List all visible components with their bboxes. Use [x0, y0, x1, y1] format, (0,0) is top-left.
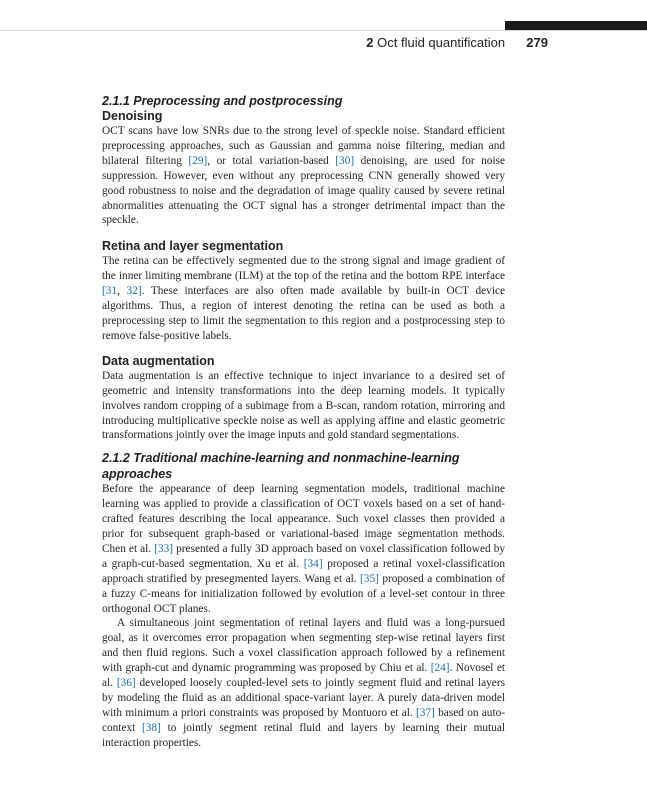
page-number: 279 [526, 35, 548, 50]
chapter-number: 2 [366, 35, 374, 50]
page-body [102, 93, 505, 751]
citation-link[interactable]: [24] [430, 662, 450, 675]
paragraph-joint-segmentation [102, 616, 505, 750]
text-run: , [117, 285, 127, 298]
citation-link[interactable]: 32] [126, 285, 142, 298]
paragraph-traditional-ml [102, 482, 505, 616]
citation-link[interactable]: [35] [360, 572, 379, 585]
text-run: A simultaneous joint segmentation of retinal layers and fluid was a long-pursued goal, as it overcomes error propagation when segmenting step-wise retinal layers first and then fluid regions. Such a voxel classification approach followed by a refinement with graph-cut and dynamic programming was proposed by Chiu et al. [102, 617, 505, 675]
text-run: based on auto-context [102, 706, 506, 734]
text-run: proposed a retinal voxel-classification approach stratified by presegmented layers. Wang et al. [102, 557, 505, 585]
chapter-title: Oct fluid quantification [377, 35, 506, 50]
text-run: proposed a combination of a fuzzy C-means for initialization followed by evolution of a level-set contour in three orthogonal OCT planes. [102, 572, 505, 615]
header-bar [505, 21, 647, 30]
paragraph-denoising [102, 124, 505, 228]
citation-link[interactable]: [38] [142, 721, 161, 734]
text-run: . These interfaces are also often made available by built-in OCT device algorithms. Thus, a region of interest denoting the retina can be used as both a preprocessing step to limit the segmentation to this region and a postprocessing step to remove false-positive labels. [102, 285, 505, 342]
text-run: Data augmentation is an effective technique to inject invariance to a desired set of geometric and intensity transformations into the deep learning models. It typically involves random cropping of a subimage from a B-scan, random rotation, mirroring and introducing multiplicative speckle noise as well as applying affine and elastic geometric transformations jointly over the image inputs and gold standard segmentations. [102, 369, 505, 442]
citation-link[interactable]: [29] [188, 154, 208, 167]
text-run: presented a fully 3D approach based on voxel classification followed by a graph-cut-based segmentation. Xu et al. [102, 542, 505, 570]
citation-link[interactable]: [37] [416, 706, 435, 719]
citation-link[interactable]: [30] [335, 154, 355, 167]
text-run: denoising, are used for noise suppression. However, even without any preprocessing CNN generally showed very good robustness to noise and the degradation of image quality caused by severe retinal abnormalities attenuating the OCT signal has a stronger detrimental impact than the speckle. [102, 154, 505, 227]
text-run: to jointly segment retinal fluid and layers by learning their mutual interaction properties. [102, 721, 505, 749]
citation-link[interactable]: [33] [154, 542, 174, 555]
paragraph-data-augmentation [102, 369, 505, 444]
subheading-data-augmentation: Data augmentation [102, 353, 215, 368]
section-heading-2-1-1: 2.1.1 Preprocessing and postprocessing [102, 94, 343, 108]
text-run: OCT scans have low SNRs due to the strong level of speckle noise. Standard efficient preprocessing approaches, such as Gaussian and gamma noise filtering, median and bilateral filtering [102, 125, 505, 167]
text-run: The retina can be effectively segmented due to the strong signal and image gradient of the inner limiting membrane (ILM) at the top of the retina and the bottom RPE interface [102, 255, 505, 283]
text-run: developed loosely coupled-level sets to jointly segment fluid and retinal layers by modeling the fluid as an additional space-variant layer. A purely data-driven model with minimum a priori constraints was proposed by Montuoro et al. [102, 677, 505, 719]
text-run: , or total variation-based [207, 154, 336, 167]
citation-link[interactable]: [34] [303, 557, 323, 570]
text-run: Before the appearance of deep learning segmentation models, traditional machine learning was applied to provide a classification of OCT voxels based on a set of hand-crafted features describing the local appearance. Such voxel classes then provided a prior for subsequent graph-based or variational-based image segmentation methods. Chen et al. [102, 483, 505, 555]
citation-link[interactable]: [36] [116, 677, 136, 690]
subheading-retina-segmentation: Retina and layer segmentation [102, 239, 284, 254]
section-heading-2-1-2: 2.1.2 Traditional machine-learning and nonmachine-learning approaches [102, 451, 460, 482]
subheading-denoising: Denoising [102, 109, 163, 123]
running-header [0, 35, 548, 50]
header-rule [0, 30, 647, 31]
citation-link[interactable]: [31 [102, 285, 118, 298]
text-run: . Novosel et al. [102, 662, 505, 690]
paragraph-retina-segmentation [102, 254, 505, 343]
